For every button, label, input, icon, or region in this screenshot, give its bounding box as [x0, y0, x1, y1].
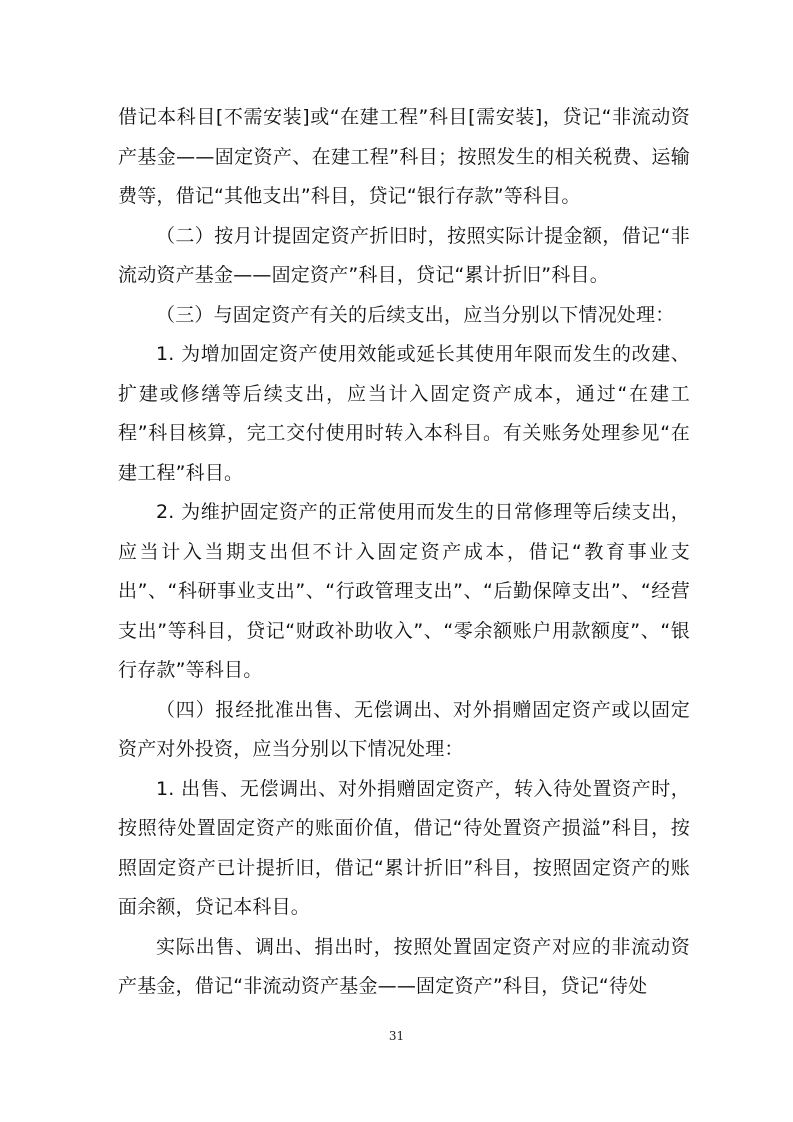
page-number: 31 — [388, 1029, 405, 1043]
paragraph-continuation: 借记本科目[不需安装]或“在建工程”科目[需安装]，贷记“非流动资产基金——固定资产、在建工程”科目；按照发生的相关税费、运输费等，借记“其他支出”科目，贷记“银行存款”等科目。 — [118, 106, 690, 207]
paragraph-section-2: （二）按月计提固定资产折旧时，按照实际计提金额，借记“非流动资产基金——固定资产”科目，贷记“累计折旧”科目。 — [118, 224, 690, 286]
paragraph-section-3: （三）与固定资产有关的后续支出，应当分别以下情况处理： — [156, 303, 675, 326]
body-text — [118, 98, 690, 1007]
paragraph-section-4-item-1: 1. 出售、无偿调出、对外捐赠固定资产，转入待处置资产时，按照待处置固定资产的账面价值，借记“待处置资产损溢”科目，按照固定资产已计提折旧，借记“累计折旧”科目，按照固定资产的账面余额，贷记本科目。 — [118, 777, 690, 918]
paragraph-section-3-item-1: 1. 为增加固定资产使用效能或延长其使用年限而发生的改建、扩建或修缮等后续支出，应当计入固定资产成本，通过“在建工程”科目核算，完工交付使用时转入本科目。有关账务处理参见“在建工程”科目。 — [118, 343, 690, 484]
paragraph-section-4: （四）报经批准出售、无偿调出、对外捐赠固定资产或以固定资产对外投资，应当分别以下情况处理： — [118, 698, 690, 760]
paragraph-actual-disposal: 实际出售、调出、捐出时，按照处置固定资产对应的非流动资产基金，借记“非流动资产基金——固定资产”科目，贷记“待处 — [118, 935, 690, 997]
paragraph-section-3-item-2: 2. 为维护固定资产的正常使用而发生的日常修理等后续支出，应当计入当期支出但不计入固定资产成本，借记“教育事业支出”、“科研事业支出”、“行政管理支出”、“后勤保障支出”、“经营支出”等科目，贷记“财政补助收入”、“零余额账户用款额度”、“银行存款”等科目。 — [118, 501, 690, 681]
